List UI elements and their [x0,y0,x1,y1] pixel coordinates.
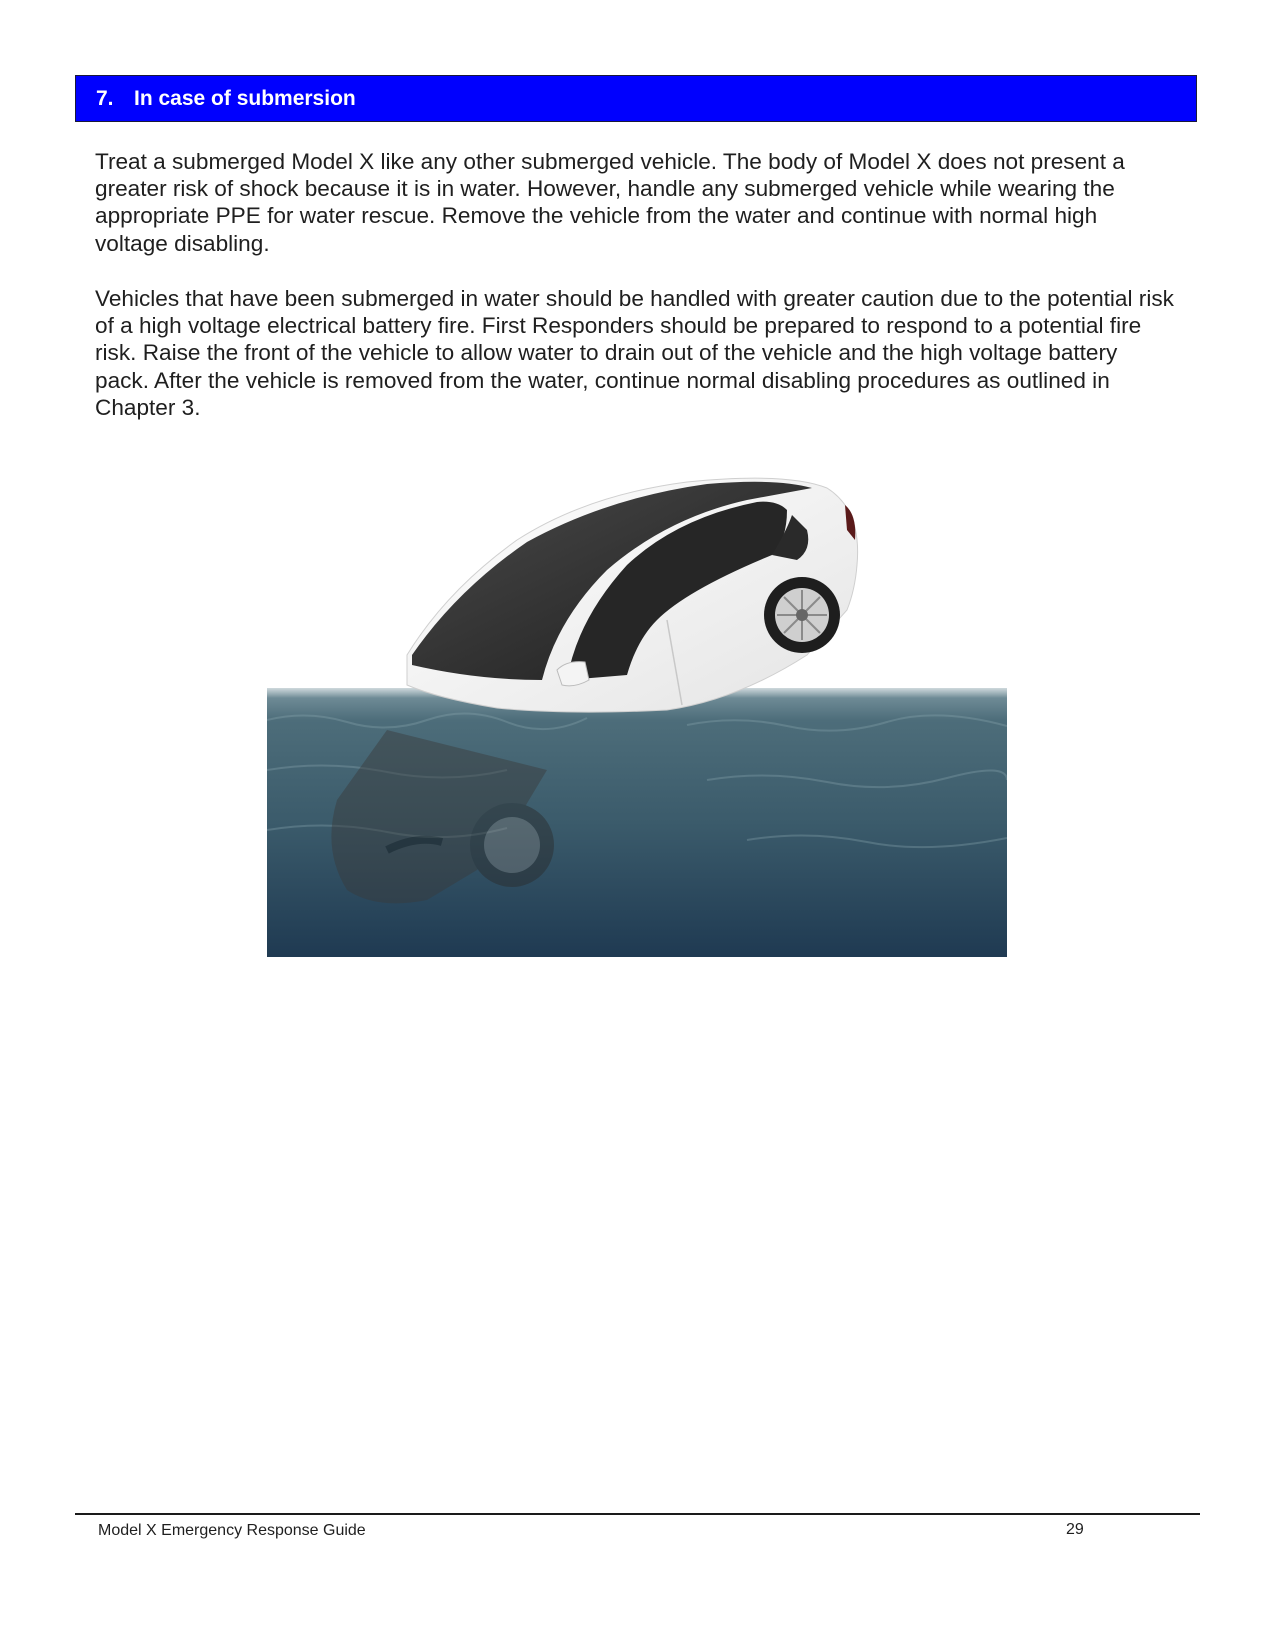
paragraph-submerged-handling: Treat a submerged Model X like any other submerged vehicle. The body of Model X does not present a greater risk of shock because it is in water. However, handle any submerged vehicle while wearing the appropriate PPE for water rescue. Remove the vehicle from the water and continue with normal high voltage disabling. [95,149,1125,256]
footer-page-number: 29 [1066,1521,1084,1538]
paragraph-fire-risk-caution: Vehicles that have been submerged in water should be handled with greater caution due to the potential risk of a high voltage electrical battery fire. First Responders should be prepared to respond to a potential fire risk. Raise the front of the vehicle to allow water to drain out of the vehicle and the high voltage battery pack. After the vehicle is removed from the water, continue normal disabling procedures as outlined in Chapter 3. [95,286,1174,420]
submerged-car-figure [267,470,1007,957]
section-header [75,75,1197,122]
section-number: 7. [96,86,114,110]
submerged-car-illustration-icon [267,470,1007,957]
footer-divider [75,1513,1200,1515]
section-title: In case of submersion [134,86,356,110]
footer-document-title: Model X Emergency Response Guide [98,1522,366,1539]
